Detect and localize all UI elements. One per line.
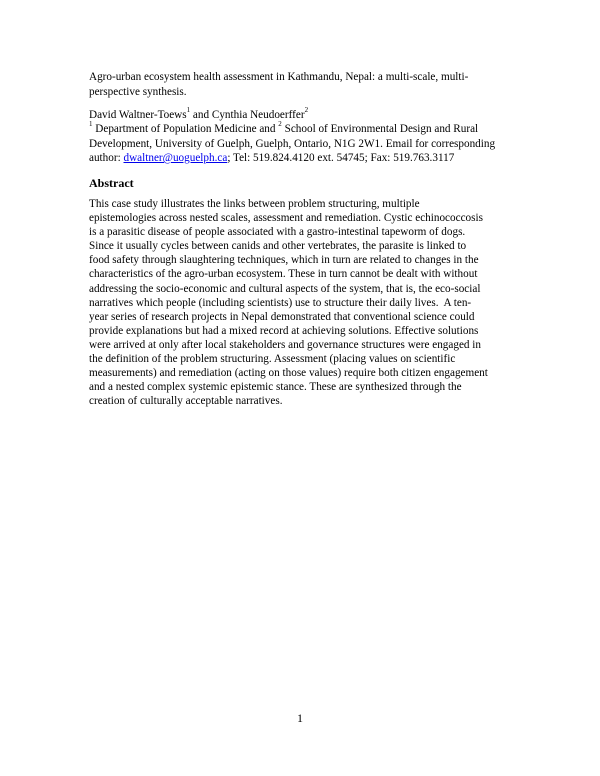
abstract-line: characteristics of the agro-urban ecosystem. These in turn cannot be dealt with without (89, 268, 478, 281)
title-line: Agro-urban ecosystem health assessment in Kathmandu, Nepal: a multi-scale, multi- (89, 71, 469, 83)
affiliation-text: Department of Population Medicine and (92, 123, 279, 135)
abstract-line: narratives which people (including scientists) use to structure their daily lives. A ten- (89, 296, 472, 309)
affiliation-marker: 2 (278, 120, 282, 129)
abstract-line: provide explanations but had a mixed record at achieving solutions. Effective solutions (89, 324, 479, 337)
affiliations (89, 122, 529, 166)
affiliation-text: Development, University of Guelph, Guelph, Ontario, N1G 2W1. Email for corresponding (89, 137, 496, 150)
page-number: 1 (297, 711, 303, 725)
abstract-line: This case study illustrates the links between problem structuring, multiple (89, 198, 420, 210)
abstract-line: food safety through slaughtering techniques, which in turn are related to changes in the (89, 254, 479, 267)
abstract-line: measurements) and remediation (acting on those values) require both citizen engagement (89, 367, 488, 380)
affiliation-marker: 1 (186, 106, 191, 115)
affiliation-marker: 1 (89, 120, 93, 129)
abstract-line: epistemologies across nested scales, assessment and remediation. Cystic echinococcosis (89, 212, 483, 225)
abstract-heading: Abstract (89, 176, 134, 190)
email-link[interactable]: dwaltner@uoguelph.ca (123, 152, 228, 164)
abstract-line: addressing the socio-economic and cultural aspects of the system, that is, the eco-social (89, 282, 481, 295)
affiliation-marker: 2 (304, 106, 309, 115)
contact-label: author: (89, 152, 124, 164)
abstract-line: were arrived at only after local stakeholders and governance structures were engaged in (89, 338, 482, 351)
abstract-line: creation of culturally acceptable narratives. (89, 395, 283, 408)
affiliation-text: School of Environmental Design and Rural (281, 123, 479, 135)
abstract-line: the definition of the problem structuring. Assessment (placing values on scientific (89, 353, 456, 366)
author-conjunction: and (190, 109, 212, 121)
abstract-line: and a nested complex systemic epistemic stance. These are synthesized through the (89, 381, 462, 394)
abstract-line: is a parasitic disease of people associated with a gastro-intestinal tapeworm of dogs. (89, 226, 466, 239)
author-name: David Waltner-Toews (89, 109, 187, 121)
author-list (89, 108, 529, 123)
abstract-line: year series of research projects in Nepal demonstrated that conventional science could (89, 310, 475, 323)
author-name: Cynthia Neudoerffer (211, 109, 305, 121)
title-line: perspective synthesis. (89, 86, 187, 98)
contact-details: ; Tel: 519.824.4120 ext. 54745; Fax: 519.763.3117 (227, 152, 455, 164)
abstract-line: Since it usually cycles between canids and other vertebrates, the parasite is linked to (89, 240, 467, 253)
paper-title (89, 70, 519, 100)
abstract-body (89, 197, 529, 408)
